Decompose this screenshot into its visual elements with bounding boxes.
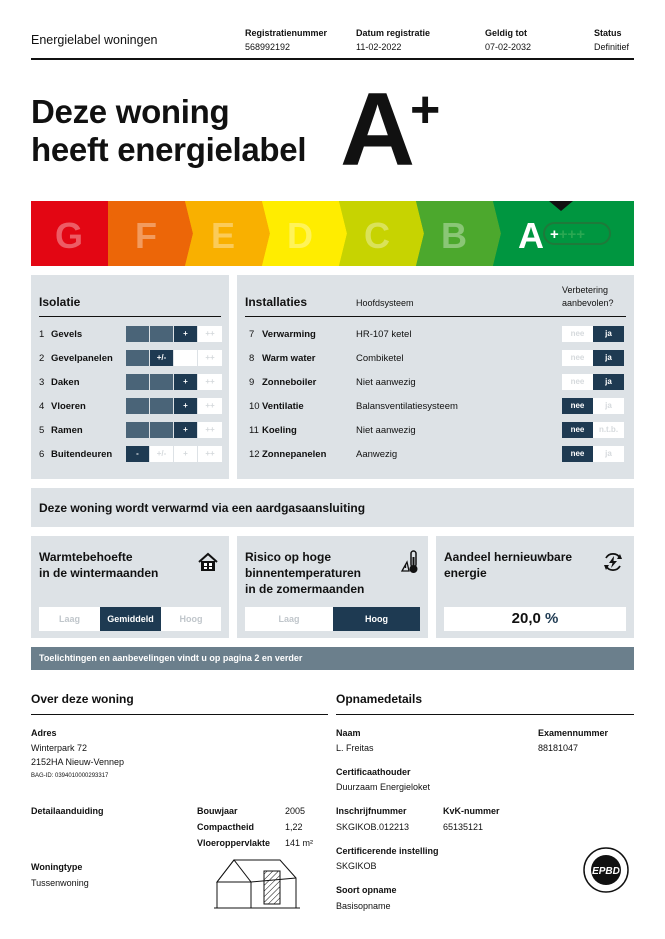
hernieuwbare-energie-panel: Aandeel hernieuwbare energie 20,0 % (436, 536, 634, 638)
installaties-panel (237, 275, 634, 479)
row-system: Combiketel (356, 353, 404, 364)
scale-letter-e: E (210, 215, 236, 256)
row-system: HR-107 ketel (356, 329, 412, 340)
row-name: Ventilatie (262, 401, 304, 412)
level-segment-filled: - (126, 446, 150, 462)
row-name: Warm water (262, 353, 316, 364)
hernieuwbaar-title: Aandeel hernieuwbare (444, 550, 573, 564)
option-hoog: Hoog (333, 607, 420, 631)
level-segment-filled (150, 326, 174, 342)
warmtebehoefte-scale (39, 607, 221, 631)
isolatie-level-bar (126, 350, 222, 366)
plus-marks: ++++ (550, 226, 586, 243)
row-name: Daken (51, 377, 80, 388)
row-name: Koeling (262, 425, 297, 436)
verbetering-indicator (562, 350, 624, 366)
divider (31, 714, 328, 715)
adres-label: Adres (31, 728, 57, 738)
row-system: Balansventilatiesysteem (356, 401, 458, 412)
option-ja: ja (593, 398, 624, 414)
risico-panel: Risico op hoge binnentemperaturen in de zomermaanden Laag Hoog (237, 536, 428, 638)
row-number: 6 (39, 449, 45, 460)
bag-id: BAG-ID: 0394010000293317 (31, 773, 109, 779)
isolatie-title: Isolatie (39, 295, 81, 309)
row-name: Buitendeuren (51, 449, 113, 460)
field-registratienummer: Registratienummer 568992192 (245, 28, 328, 52)
soort-opname-value: Basisopname (336, 901, 391, 911)
aardgas-text: Deze woning wordt verwarmd via een aardgasaansluiting (39, 501, 366, 515)
certificerende-instelling-value: SKGIKOB (336, 861, 377, 871)
installaties-title: Installaties (245, 295, 308, 309)
woningtype-label: Woningtype (31, 862, 83, 872)
level-segment-filled (126, 398, 150, 414)
field-status: Status Definitief (594, 28, 630, 52)
adres-line1: Winterpark 72 (31, 743, 88, 753)
level-segment-filled (150, 374, 174, 390)
warmtebehoefte-title: Warmtebehoefte (39, 550, 133, 564)
isolatie-level-bar (126, 422, 222, 438)
inschrijfnummer-value: SKGIKOB.012213 (336, 822, 410, 832)
document-title: Energielabel woningen (31, 33, 158, 47)
field-datum-registratie: Datum registratie 11-02-2022 (356, 28, 431, 52)
level-segment-filled (126, 350, 150, 366)
verbetering-indicator (562, 398, 624, 414)
scale-letter-b: B (441, 215, 467, 256)
row-number: 11 (249, 425, 259, 436)
option-laag: Laag (245, 607, 333, 631)
option-nee: nee (562, 446, 593, 462)
svg-text:EPBD: EPBD (592, 866, 620, 877)
house-icon (197, 551, 219, 578)
detailaanduiding-label: Detailaanduiding (31, 806, 104, 816)
hernieuwbaar-value: 20,0 (511, 610, 541, 627)
certificerende-instelling-label: Certificerende instelling (336, 846, 439, 856)
thermometer-icon (400, 549, 422, 580)
row-name: Zonneboiler (262, 377, 317, 388)
scale-letter-f: F (135, 215, 157, 256)
scale-letter-a: A (518, 215, 544, 256)
option-nee: nee (562, 374, 593, 390)
scale-letter-c: C (364, 215, 390, 256)
risico-title: Risico op hoge (245, 550, 332, 564)
level-segment-empty (174, 350, 198, 366)
option-ja: ja (593, 446, 624, 462)
row-number: 4 (39, 401, 45, 412)
header-bar (31, 24, 634, 60)
level-segment-filled (126, 422, 150, 438)
row-number: 2 (39, 353, 45, 364)
verbetering-indicator (562, 422, 624, 438)
option-nee: nee (562, 398, 593, 414)
epbd-logo (582, 846, 630, 899)
row-name: Zonnepanelen (262, 449, 327, 460)
hernieuwbaar-value-box (444, 607, 626, 631)
kvk-label: KvK-nummer (443, 806, 500, 816)
row-name: Gevels (51, 329, 83, 340)
warmtebehoefte-panel: Warmtebehoefte in de wintermaanden Laag Gemiddeld Hoog (31, 536, 229, 638)
option-nee: nee (562, 350, 593, 366)
energy-label-plus: + (410, 81, 441, 139)
isolatie-level-bar (126, 326, 222, 342)
row-system: Niet aanwezig (356, 377, 416, 388)
option-ja: n.t.b. (593, 422, 624, 438)
isolatie-level-bar (126, 398, 222, 414)
verbetering-indicator (562, 446, 624, 462)
aardgas-panel (31, 488, 634, 527)
level-segment-empty: ++ (198, 422, 222, 438)
option-ja: ja (593, 374, 624, 390)
row-system: Aanwezig (356, 449, 398, 460)
row-name: Ramen (51, 425, 83, 436)
isolatie-panel (31, 275, 229, 479)
renewable-energy-icon (601, 550, 625, 579)
energy-scale-graphic (31, 201, 634, 266)
row-number: 3 (39, 377, 45, 388)
certificaathouder-value: Duurzaam Energieloket (336, 782, 431, 792)
level-segment-empty: + (174, 446, 198, 462)
level-segment-filled: +/- (150, 350, 174, 366)
option-laag: Laag (39, 607, 100, 631)
inschrijfnummer-label: Inschrijfnummer (336, 806, 407, 816)
level-segment-empty: ++ (198, 326, 222, 342)
scale-letter-d: D (287, 215, 313, 256)
level-segment-filled (126, 374, 150, 390)
bouwjaar-label: Bouwjaar (197, 806, 238, 816)
col-hoofdsysteem: Hoofdsysteem (356, 298, 414, 308)
level-segment-empty: +/- (150, 446, 174, 462)
option-nee: nee (562, 422, 593, 438)
option-ja: ja (593, 326, 624, 342)
level-segment-filled: + (174, 422, 198, 438)
over-woning-title: Over deze woning (31, 692, 134, 706)
row-name: Vloeren (51, 401, 86, 412)
risico-scale (245, 607, 420, 631)
divider (336, 714, 634, 715)
level-segment-filled (150, 422, 174, 438)
adres-line2: 2152HA Nieuw-Vennep (31, 757, 125, 767)
level-segment-empty: ++ (198, 350, 222, 366)
row-number: 5 (39, 425, 45, 436)
terraced-house-icon (214, 856, 300, 917)
divider (39, 316, 221, 317)
option-nee: nee (562, 326, 593, 342)
vloeroppervlakte-value: 141 m² (285, 838, 314, 848)
col-verbetering: Verbetering (562, 285, 609, 295)
row-number: 10 (249, 401, 260, 412)
row-number: 7 (249, 329, 255, 340)
divider (245, 316, 626, 317)
isolatie-level-bar (126, 446, 222, 462)
soort-opname-label: Soort opname (336, 885, 397, 895)
row-number: 12 (249, 449, 260, 460)
opnamedetails-title: Opnamedetails (336, 692, 423, 706)
row-name: Verwarming (262, 329, 316, 340)
hernieuwbaar-unit: % (545, 610, 559, 627)
level-segment-filled (126, 326, 150, 342)
row-number: 9 (249, 377, 255, 388)
energy-scale (31, 201, 634, 266)
level-segment-empty: ++ (198, 374, 222, 390)
level-segment-empty: ++ (198, 446, 222, 462)
row-number: 1 (39, 329, 45, 340)
row-name: Gevelpanelen (51, 353, 113, 364)
compactheid-label: Compactheid (197, 822, 255, 832)
woningtype-value: Tussenwoning (31, 878, 89, 888)
verbetering-indicator (562, 374, 624, 390)
level-segment-filled: + (174, 326, 198, 342)
toelichting-banner: Toelichtingen en aanbevelingen vindt u op pagina 2 en verder (31, 647, 634, 670)
vloeroppervlakte-label: Vloeroppervlakte (197, 838, 271, 848)
level-segment-filled: + (174, 398, 198, 414)
row-number: 8 (249, 353, 255, 364)
certificaathouder-label: Certificaathouder (336, 767, 411, 777)
naam-value: L. Freitas (336, 743, 374, 753)
level-segment-filled: + (174, 374, 198, 390)
naam-label: Naam (336, 728, 361, 738)
energy-label-letter: A (340, 72, 414, 188)
examennummer-label: Examennummer (538, 728, 609, 738)
option-hoog: Hoog (161, 607, 221, 631)
level-segment-filled (150, 398, 174, 414)
isolatie-level-bar (126, 374, 222, 390)
option-gemiddeld: Gemiddeld (100, 607, 161, 631)
compactheid-value: 1,22 (285, 822, 303, 832)
bouwjaar-value: 2005 (285, 806, 306, 816)
hero-heading: Deze woning heeft energielabel (31, 93, 307, 168)
verbetering-indicator (562, 326, 624, 342)
examennummer-value: 88181047 (538, 743, 579, 753)
kvk-value: 65135121 (443, 822, 484, 832)
level-segment-empty: ++ (198, 398, 222, 414)
col-aanbevolen: aanbevolen? (562, 298, 614, 308)
row-system: Niet aanwezig (356, 425, 416, 436)
scale-letter-g: G (54, 215, 84, 256)
option-ja: ja (593, 350, 624, 366)
field-geldig-tot: Geldig tot 07-02-2032 (485, 28, 532, 52)
